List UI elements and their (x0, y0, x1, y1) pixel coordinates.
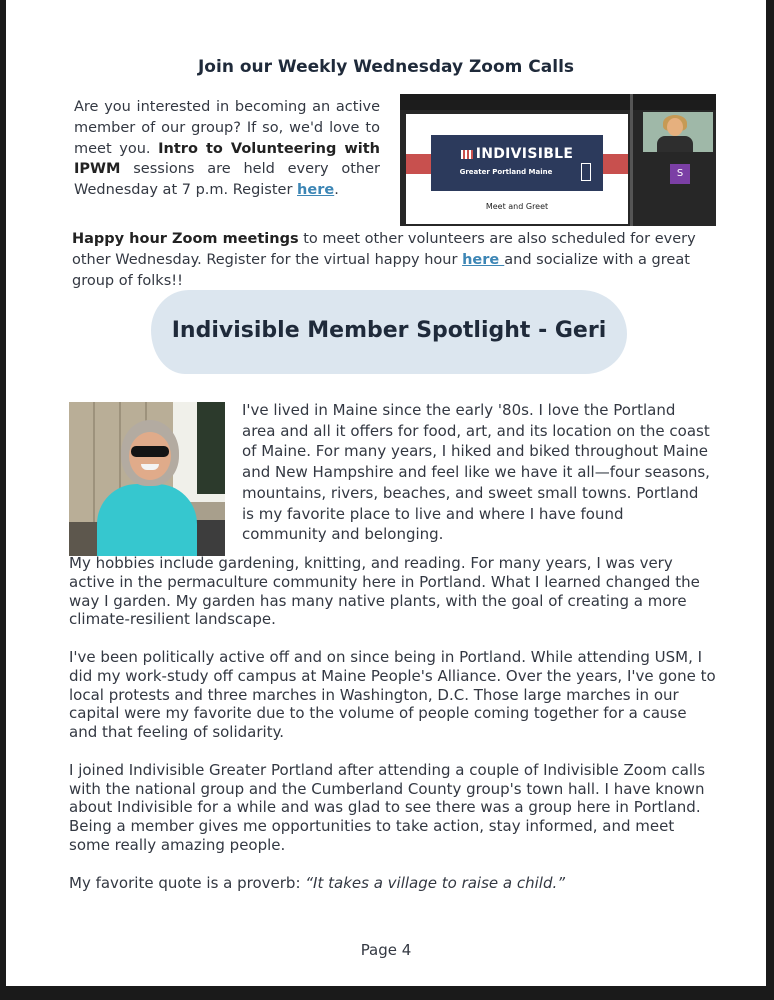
spotlight-title: Indivisible Member Spotlight - Geri (171, 318, 607, 343)
slide-caption: Meet and Greet (485, 202, 549, 211)
happy-hour-bold: Happy hour Zoom meetings (72, 231, 299, 247)
spotlight-body (69, 554, 719, 911)
indivisible-logo: INDIVISIBLE Greater Portland Maine (431, 135, 603, 191)
spotlight-paragraph-2: My hobbies include gardening, knitting, and reading. For many years, I was very active in the permaculture community here in Portland. What I learned changed the way I garden. My garden has many native plants, with the goal of creating a more climate-resilient landscape. (69, 554, 700, 629)
page-number: Page 4 (360, 941, 412, 959)
spotlight-paragraph-1: I've lived in Maine since the early '80s. I love the Portland area and all it offers for food, art, and its location on the coast of Maine. For many years, I hiked and biked throughout Maine and New Hampshire and feel like we have it all—four seasons, mountains, rivers, beaches, and sweet small towns. Portland is my favorite place to live and where I have found community and belonging. (242, 401, 710, 544)
participant-video (643, 112, 713, 152)
zoom-meeting-screenshot (400, 94, 716, 226)
spotlight-paragraph-4: I joined Indivisible Greater Portland after attending a couple of Indivisible Zoom calls with the national group and the Cumberland County group's town hall. I have known about Indivisible for a while and was glad to see there was a group here in Portland. Being a member gives me opportunities to take action, stay informed, and meet some really amazing people. (69, 760, 706, 854)
spotlight-paragraph-3: I've been politically active off and on since being in Portland. While attending USM, I did my work-study off campus at Maine People's Alliance. Over the years, I've gone to local protests and three marches in Washington, D.C. Those large marches in our capital were my favorite due to the volume of people coming together for a cause and that feeling of solidarity. (69, 647, 716, 742)
presentation-slide (406, 114, 628, 224)
intro-bold: Intro to Volunteering with IPWM (74, 140, 380, 178)
lighthouse-icon (581, 163, 591, 181)
zoom-section-title: Join our Weekly Wednesday Zoom Calls (197, 57, 575, 77)
member-photo (69, 402, 225, 556)
favorite-quote: My favorite quote is a proverb: “It takes a village to raise a child.” (69, 873, 566, 892)
flag-icon (461, 150, 473, 159)
participant-avatar: S (670, 164, 690, 184)
intro-register-link[interactable]: here (297, 182, 335, 199)
newsletter-page (6, 0, 766, 986)
happy-hour-register-link[interactable]: here (462, 251, 505, 268)
intro-paragraph: Are you interested in becoming an active member of our group? If so, we'd love to meet you. Intro to Volunteering with IPWM sessions are held every other Wednesday at 7 p.m. Register here. (74, 99, 380, 199)
happy-hour-paragraph: Happy hour Zoom meetings to meet other volunteers are also scheduled for every other Wednesday. Register for the virtual happy hour here and socialize with a great group of folks!! (72, 231, 696, 289)
